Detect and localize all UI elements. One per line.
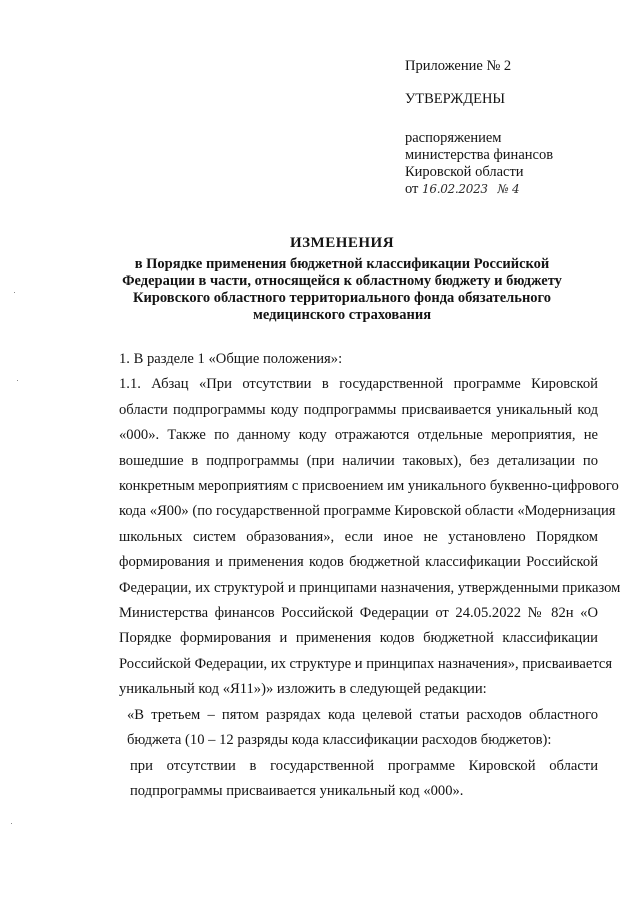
text-line: при отсутствии в государственной программе Кировской области (130, 757, 598, 774)
from-prefix: от (405, 181, 419, 197)
paragraph-1-1 (90, 372, 621, 702)
subtitle-line: Кировского областного территориального фонда обязательного (132, 290, 552, 306)
order-date-line (405, 181, 553, 198)
order-line-1: распоряжением (405, 130, 502, 146)
subtitle-line: в Порядке применения бюджетной классификации Российской (134, 256, 550, 272)
approval-block (405, 58, 553, 198)
scan-speck (11, 823, 12, 824)
document-body (90, 347, 621, 804)
scan-speck (14, 292, 15, 293)
text-line: «000». Также по данному коду отражаются отдельные мероприятия, не (119, 427, 598, 444)
text-line: «В третьем – пятом разрядах кода целевой статьи расходов областного (127, 706, 598, 723)
document-subtitle (92, 256, 592, 324)
handwritten-number: № 4 (497, 182, 520, 196)
handwritten-date: 16.02.2023 (422, 182, 488, 196)
text-line: школьных систем образования», если иное не установлено Порядком (119, 528, 598, 545)
text-line: уникальный код «Я11»)» изложить в следующей редакции: (119, 681, 487, 698)
subtitle-line: Федерации в части, относящейся к областному бюджету и бюджету (122, 273, 562, 289)
appendix-label: Приложение № 2 (405, 58, 512, 74)
subtitle-line: медицинского страхования (252, 307, 432, 323)
text-line: Порядке формирования и применения кодов бюджетной классификации (119, 630, 598, 647)
paragraph-1: 1. В разделе 1 «Общие положения»: (119, 351, 343, 367)
text-line: Федерации, их структурой и принципами назначения, утвержденными приказом (119, 579, 621, 596)
order-line-3: Кировской области (405, 164, 524, 180)
quote-intro (90, 703, 598, 754)
title-block (92, 234, 592, 324)
text-line: бюджета (10 – 12 разряды кода классификации расходов бюджетов): (127, 732, 552, 749)
quote-body (90, 754, 598, 805)
text-line: 1.1. Абзац «При отсутствии в государственной программе Кировской (119, 376, 598, 393)
approved-label: УТВЕРЖДЕНЫ (405, 91, 506, 107)
text-line: области подпрограммы коду подпрограммы присваивается уникальный код (119, 401, 598, 418)
text-line: Российской Федерации, их структуре и принципах назначения», присваивается (119, 655, 613, 672)
order-line-2: министерства финансов (405, 147, 554, 163)
text-line: подпрограммы присваивается уникальный код «000». (130, 782, 464, 799)
text-line: Министерства финансов Российской Федерации от 24.05.2022 № 82н «О (119, 605, 598, 622)
text-line: вошедшие в подпрограммы (при наличии таковых), без детализации по (119, 452, 598, 469)
scan-speck (17, 380, 18, 381)
text-line: формирования и применения кодов бюджетной классификации Российской (119, 554, 598, 571)
text-line: кода «Я00» (по государственной программе Кировской области «Модернизация (119, 503, 616, 520)
document-title: ИЗМЕНЕНИЯ (289, 235, 395, 251)
text-line: конкретным мероприятиям с присвоением им уникального буквенно-цифрового (119, 478, 619, 495)
